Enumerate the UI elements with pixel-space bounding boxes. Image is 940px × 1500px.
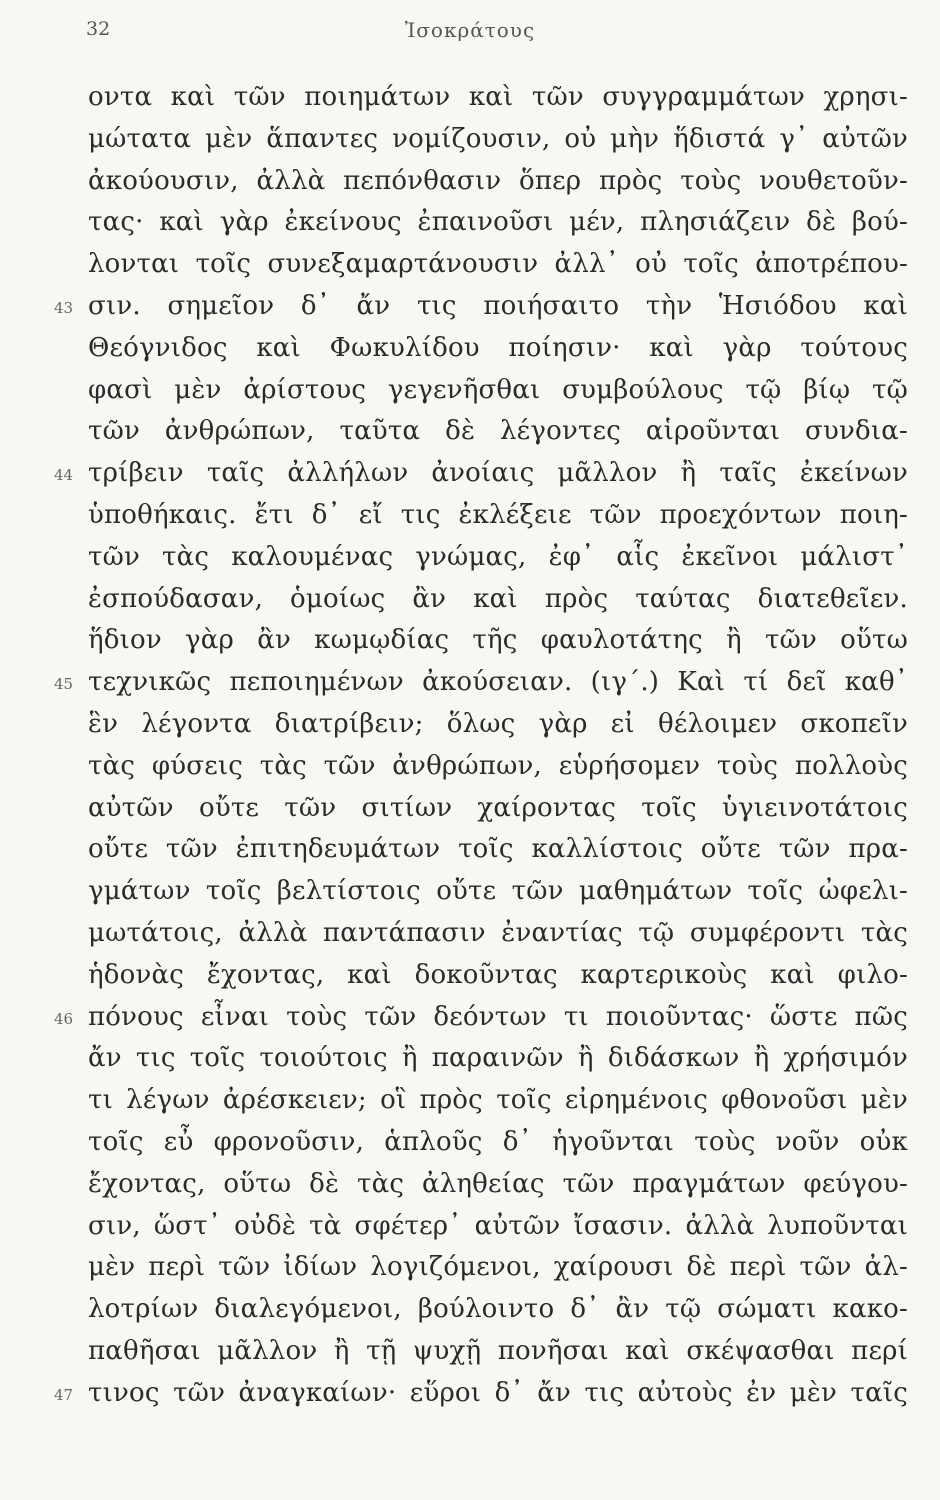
line-text: μωτάτοις, ἀλλὰ παντάπασιν ἐναντίας τῷ συμφέροντι τὰς	[88, 917, 908, 948]
line-text: τεχνικῶς πεποιημένων ἀκούσειαν. (ιγ΄.) Καὶ τί δεῖ καθ᾽	[88, 667, 908, 698]
text-line	[0, 77, 940, 119]
text-block	[0, 77, 940, 1415]
text-line	[0, 704, 940, 746]
text-line	[0, 788, 940, 830]
text-line	[0, 328, 940, 370]
line-text: ἡδονὰς ἔχοντας, καὶ δοκοῦντας καρτερικοὺς καὶ φιλο-	[88, 959, 908, 990]
line-text: ἐσπούδασαν, ὁμοίως ἂν καὶ πρὸς ταύτας διατεθεῖεν.	[88, 583, 908, 614]
text-line	[0, 662, 940, 704]
line-text: λοτρίων διαλεγόμενοι, βούλοιντο δ᾽ ἂν τῷ σώματι κακο-	[88, 1294, 908, 1325]
line-text: μὲν περὶ τῶν ἰδίων λογιζόμενοι, χαίρουσι δὲ περὶ τῶν ἀλ-	[88, 1252, 908, 1283]
line-text: ἀκούουσιν, ἀλλὰ πεπόνθασιν ὅπερ πρὸς τοὺς νουθετοῦν-	[88, 165, 908, 196]
text-line	[0, 955, 940, 997]
section-number: 44	[54, 466, 74, 485]
section-number: 43	[54, 298, 74, 317]
text-line	[0, 997, 940, 1039]
line-text: μώτατα μὲν ἅπαντες νομίζουσιν, οὐ μὴν ἥδιστά γ᾽ αὐτῶν	[88, 123, 908, 154]
line-text: Θεόγνιδος καὶ Φωκυλίδου ποίησιν· καὶ γὰρ τούτους	[88, 332, 908, 363]
line-text: παθῆσαι μᾶλλον ἢ τῇ ψυχῇ πονῆσαι καὶ σκέψασθαι περί	[88, 1335, 908, 1366]
text-line	[0, 161, 940, 203]
line-text: σιν, ὥστ᾽ οὐδὲ τὰ σφέτερ᾽ αὐτῶν ἴσασιν. ἀλλὰ λυποῦνται	[88, 1210, 908, 1241]
line-text: τι λέγων ἀρέσκειεν; οἳ πρὸς τοῖς εἰρημένοις φθονοῦσι μὲν	[88, 1085, 908, 1116]
text-line	[0, 1038, 940, 1080]
line-text: τῶν τὰς καλουμένας γνώμας, ἐφ᾽ αἷς ἐκεῖνοι μάλιστ᾽	[88, 541, 908, 572]
line-text: λονται τοῖς συνεξαμαρτάνουσιν ἀλλ᾽ οὐ τοῖς ἀποτρέπου-	[88, 249, 908, 280]
line-text: τοῖς εὖ φρονοῦσιν, ἁπλοῦς δ᾽ ἡγοῦνται τοὺς νοῦν οὐκ	[88, 1126, 908, 1157]
text-line	[0, 1206, 940, 1248]
text-line	[0, 1373, 940, 1415]
line-text: φασὶ μὲν ἀρίστους γεγενῆσθαι συμβούλους τῷ βίῳ τῷ	[88, 374, 908, 405]
text-line	[0, 1247, 940, 1289]
line-text: ἔχοντας, οὕτω δὲ τὰς ἀληθείας τῶν πραγμάτων φεύγου-	[88, 1168, 908, 1199]
line-text: τὰς φύσεις τὰς τῶν ἀνθρώπων, εὑρήσομεν τοὺς πολλοὺς	[88, 750, 908, 781]
text-line	[0, 620, 940, 662]
text-line	[0, 453, 940, 495]
line-text: τῶν ἀνθρώπων, ταῦτα δὲ λέγοντες αἱροῦνται συνδια-	[88, 416, 908, 447]
line-text: πόνους εἶναι τοὺς τῶν δεόντων τι ποιοῦντας· ὥστε πῶς	[88, 1001, 908, 1032]
line-text: τρίβειν ταῖς ἀλλήλων ἀνοίαις μᾶλλον ἢ ταῖς ἐκείνων	[88, 458, 908, 489]
line-text: ἥδιον γὰρ ἂν κωμῳδίας τῆς φαυλοτάτης ἢ τῶν οὕτω	[88, 625, 908, 656]
text-line	[0, 370, 940, 412]
page-number: 32	[86, 18, 111, 40]
text-line	[0, 1164, 940, 1206]
section-number: 46	[54, 1009, 74, 1028]
text-line	[0, 244, 940, 286]
line-text: τινος τῶν ἀναγκαίων· εὕροι δ᾽ ἄν τις αὐτοὺς ἐν μὲν ταῖς	[88, 1377, 908, 1408]
line-text: τας· καὶ γὰρ ἐκείνους ἐπαινοῦσι μέν, πλησιάζειν δὲ βού-	[88, 207, 908, 238]
page-header	[0, 18, 940, 48]
section-number: 47	[54, 1385, 74, 1404]
text-line	[0, 1080, 940, 1122]
text-line	[0, 202, 940, 244]
section-number: 45	[54, 675, 74, 694]
text-line	[0, 829, 940, 871]
text-line	[0, 913, 940, 955]
text-line	[0, 871, 940, 913]
line-text: αὐτῶν οὔτε τῶν σιτίων χαίροντας τοῖς ὑγιεινοτάτοις	[88, 792, 908, 823]
text-line	[0, 746, 940, 788]
running-title: Ἰσοκράτους	[404, 18, 536, 42]
line-text: γμάτων τοῖς βελτίστοις οὔτε τῶν μαθημάτων τοῖς ὠφελι-	[88, 876, 908, 907]
text-line	[0, 1331, 940, 1373]
line-text: ἄν τις τοῖς τοιούτοις ἢ παραινῶν ἢ διδάσκων ἢ χρήσιμόν	[88, 1043, 908, 1074]
text-line	[0, 537, 940, 579]
line-text: οὔτε τῶν ἐπιτηδευμάτων τοῖς καλλίστοις οὔτε τῶν πρα-	[88, 834, 908, 865]
line-text: ἓν λέγοντα διατρίβειν; ὅλως γὰρ εἰ θέλοιμεν σκοπεῖν	[88, 708, 908, 739]
text-line	[0, 1122, 940, 1164]
text-line	[0, 286, 940, 328]
text-line	[0, 411, 940, 453]
text-line	[0, 579, 940, 621]
text-line	[0, 495, 940, 537]
text-line	[0, 119, 940, 161]
line-text: σιν. σημεῖον δ᾽ ἄν τις ποιήσαιτο τὴν Ἡσιόδου καὶ	[88, 290, 908, 321]
line-text: ὑποθήκαις. ἔτι δ᾽ εἴ τις ἐκλέξειε τῶν προεχόντων ποιη-	[88, 499, 908, 530]
text-line	[0, 1289, 940, 1331]
line-text: οντα καὶ τῶν ποιημάτων καὶ τῶν συγγραμμάτων χρησι-	[88, 82, 908, 112]
